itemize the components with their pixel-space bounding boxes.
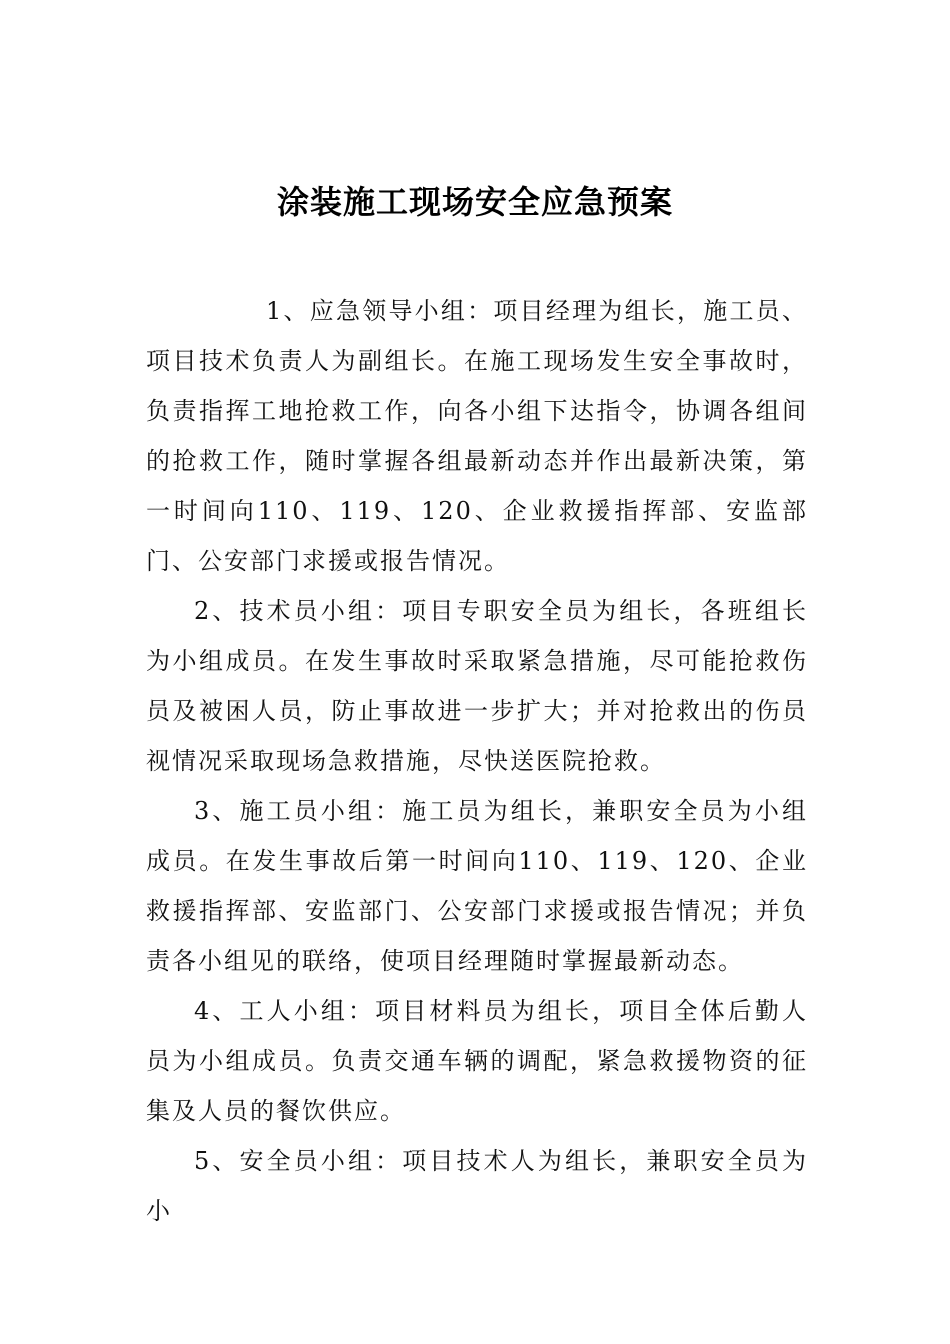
paragraph-technician-group: 2、技术员小组：项目专职安全员为组长，各班组长为小组成员。在发生事故时采取紧急措施，尽可能抢救伤员及被困人员，防止事故进一步扩大；并对抢救出的伤员视情况采取现场急救措施，尽快送医院抢救。	[146, 597, 808, 775]
paragraph-emergency-leadership-group: 1、应急领导小组：项目经理为组长，施工员、项目技术负责人为副组长。在施工现场发生安全事故时，负责指挥工地抢救工作，向各小组下达指令，协调各组间的抢救工作，随时掌握各组最新动态并作出最新决策，第一时间向110、119、120、企业救援指挥部、安监部门、公安部门求援或报告情况。	[146, 297, 808, 575]
document-title: 涂装施工现场安全应急预案	[276, 183, 673, 222]
paragraph-safety-officer-group: 5、安全员小组：项目技术人为组长，兼职安全员为小	[146, 1147, 808, 1225]
document-body	[146, 286, 808, 1236]
paragraph-worker-group: 4、工人小组：项目材料员为组长，项目全体后勤人员为小组成员。负责交通车辆的调配，紧急救援物资的征集及人员的餐饮供应。	[146, 997, 808, 1125]
paragraph-construction-worker-group: 3、施工员小组：施工员为组长，兼职安全员为小组成员。在发生事故后第一时间向110、119、120、企业救援指挥部、安监部门、公安部门求援或报告情况；并负责各小组见的联络，使项目经理随时掌握最新动态。	[146, 797, 808, 975]
